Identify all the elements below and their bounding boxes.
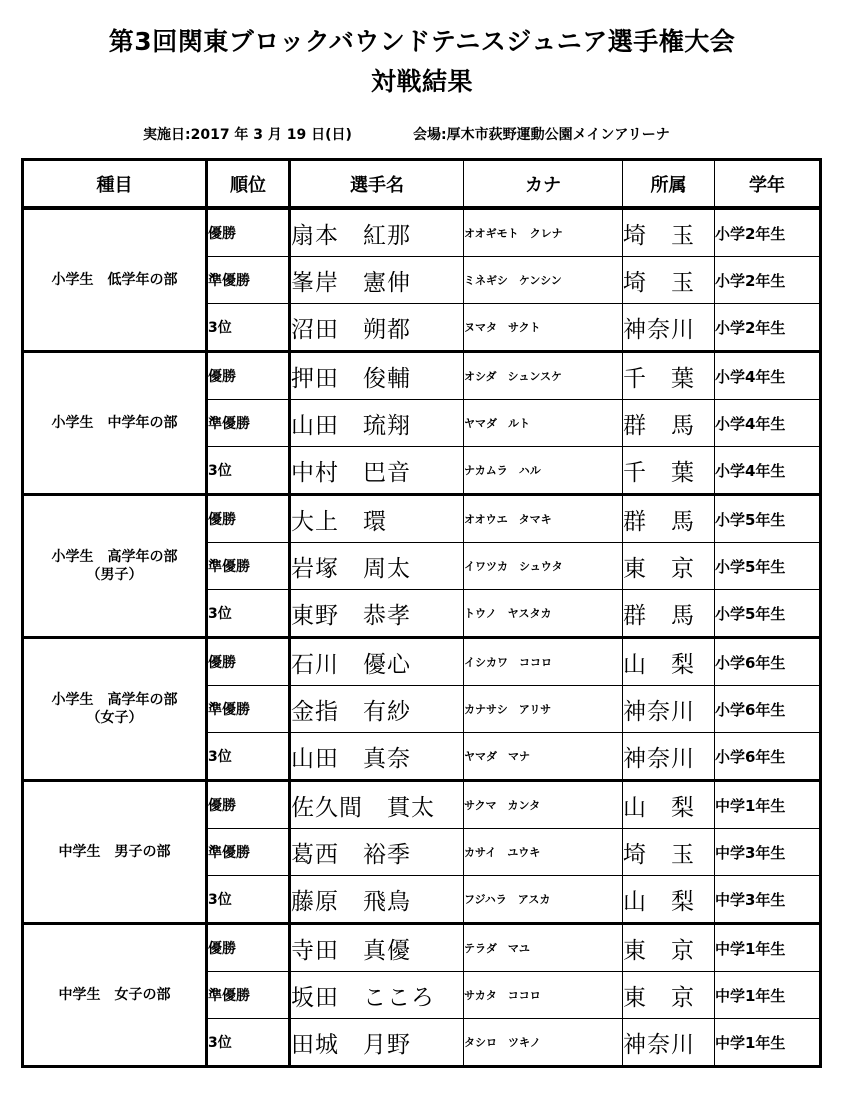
column-header-kana: カナ bbox=[464, 160, 623, 209]
affiliation-cell: 千 葉 bbox=[623, 447, 715, 495]
player-name-cell: 坂田 こころ bbox=[290, 972, 464, 1019]
player-name-cell: 東野 恭孝 bbox=[290, 590, 464, 638]
grade-cell: 小学4年生 bbox=[715, 352, 821, 400]
affiliation-cell: 東 京 bbox=[623, 924, 715, 972]
affiliation-cell: 東 京 bbox=[623, 543, 715, 590]
affiliation-cell: 埼 玉 bbox=[623, 829, 715, 876]
player-kana-cell: ヤマダ マナ bbox=[464, 733, 623, 781]
rank-cell: 3位 bbox=[207, 590, 290, 638]
grade-cell: 小学5年生 bbox=[715, 495, 821, 543]
player-name-cell: 大上 環 bbox=[290, 495, 464, 543]
player-kana-cell: サカタ ココロ bbox=[464, 972, 623, 1019]
affiliation-cell: 群 馬 bbox=[623, 590, 715, 638]
table-row bbox=[23, 924, 821, 972]
player-name-cell: 山田 琉翔 bbox=[290, 400, 464, 447]
grade-cell: 中学1年生 bbox=[715, 924, 821, 972]
player-name-cell: 田城 月野 bbox=[290, 1019, 464, 1067]
rank-cell: 3位 bbox=[207, 447, 290, 495]
category-cell bbox=[23, 352, 207, 495]
player-kana-cell: テラダ マユ bbox=[464, 924, 623, 972]
rank-cell: 優勝 bbox=[207, 208, 290, 257]
rank-cell: 3位 bbox=[207, 733, 290, 781]
document-subtitle: 対戦結果 bbox=[370, 67, 473, 96]
category-cell bbox=[23, 208, 207, 352]
category-label: （女子） bbox=[86, 710, 143, 726]
grade-cell: 中学3年生 bbox=[715, 829, 821, 876]
rank-cell: 準優勝 bbox=[207, 686, 290, 733]
affiliation-cell: 群 馬 bbox=[623, 495, 715, 543]
player-name-cell: 寺田 真優 bbox=[290, 924, 464, 972]
grade-cell: 小学2年生 bbox=[715, 257, 821, 304]
table-header-row bbox=[23, 160, 821, 209]
column-header-category: 種目 bbox=[23, 160, 207, 209]
category-label: 小学生 低学年の部 bbox=[51, 272, 178, 288]
player-kana-cell: ヌマタ サクト bbox=[464, 304, 623, 352]
category-cell bbox=[23, 781, 207, 924]
affiliation-cell: 神奈川 bbox=[623, 686, 715, 733]
column-header-rank: 順位 bbox=[207, 160, 290, 209]
affiliation-cell: 群 馬 bbox=[623, 400, 715, 447]
category-label: 小学生 高学年の部 bbox=[51, 549, 178, 565]
grade-cell: 小学6年生 bbox=[715, 733, 821, 781]
player-name-cell: 扇本 紅那 bbox=[290, 208, 464, 257]
rank-cell: 3位 bbox=[207, 876, 290, 924]
category-cell bbox=[23, 924, 207, 1067]
grade-cell: 小学6年生 bbox=[715, 686, 821, 733]
affiliation-cell: 山 梨 bbox=[623, 876, 715, 924]
column-header-affiliation: 所属 bbox=[623, 160, 715, 209]
grade-cell: 小学2年生 bbox=[715, 208, 821, 257]
affiliation-cell: 東 京 bbox=[623, 972, 715, 1019]
player-kana-cell: サクマ カンタ bbox=[464, 781, 623, 829]
player-kana-cell: タシロ ツキノ bbox=[464, 1019, 623, 1067]
player-kana-cell: イシカワ ココロ bbox=[464, 638, 623, 686]
rank-cell: 優勝 bbox=[207, 781, 290, 829]
player-kana-cell: オオウエ タマキ bbox=[464, 495, 623, 543]
event-date: 実施日:2017 年 3 月 19 日(日) bbox=[143, 127, 352, 143]
category-label: 小学生 中学年の部 bbox=[51, 415, 178, 431]
player-name-cell: 金指 有紗 bbox=[290, 686, 464, 733]
rank-cell: 準優勝 bbox=[207, 972, 290, 1019]
category-label: 中学生 女子の部 bbox=[58, 987, 171, 1003]
table-row bbox=[23, 208, 821, 257]
grade-cell: 中学1年生 bbox=[715, 972, 821, 1019]
rank-cell: 優勝 bbox=[207, 495, 290, 543]
category-cell bbox=[23, 638, 207, 781]
player-kana-cell: カナサシ アリサ bbox=[464, 686, 623, 733]
category-label: （男子） bbox=[86, 567, 143, 583]
affiliation-cell: 千 葉 bbox=[623, 352, 715, 400]
column-header-grade: 学年 bbox=[715, 160, 821, 209]
category-cell bbox=[23, 495, 207, 638]
player-name-cell: 佐久間 貫太 bbox=[290, 781, 464, 829]
rank-cell: 優勝 bbox=[207, 638, 290, 686]
player-name-cell: 岩塚 周太 bbox=[290, 543, 464, 590]
rank-cell: 準優勝 bbox=[207, 829, 290, 876]
player-name-cell: 中村 巴音 bbox=[290, 447, 464, 495]
grade-cell: 中学3年生 bbox=[715, 876, 821, 924]
player-kana-cell: オシダ シュンスケ bbox=[464, 352, 623, 400]
player-name-cell: 峯岸 憲伸 bbox=[290, 257, 464, 304]
affiliation-cell: 埼 玉 bbox=[623, 257, 715, 304]
player-name-cell: 押田 俊輔 bbox=[290, 352, 464, 400]
affiliation-cell: 神奈川 bbox=[623, 1019, 715, 1067]
affiliation-cell: 神奈川 bbox=[623, 304, 715, 352]
player-kana-cell: オオギモト クレナ bbox=[464, 208, 623, 257]
player-kana-cell: ミネギシ ケンシン bbox=[464, 257, 623, 304]
rank-cell: 準優勝 bbox=[207, 543, 290, 590]
rank-cell: 準優勝 bbox=[207, 257, 290, 304]
rank-cell: 優勝 bbox=[207, 924, 290, 972]
affiliation-cell: 神奈川 bbox=[623, 733, 715, 781]
document-title: 第3回関東ブロックバウンドテニスジュニア選手権大会 bbox=[108, 27, 736, 56]
player-kana-cell: ヤマダ ルト bbox=[464, 400, 623, 447]
player-name-cell: 山田 真奈 bbox=[290, 733, 464, 781]
player-kana-cell: ナカムラ ハル bbox=[464, 447, 623, 495]
grade-cell: 小学4年生 bbox=[715, 400, 821, 447]
table-row bbox=[23, 781, 821, 829]
player-kana-cell: カサイ ユウキ bbox=[464, 829, 623, 876]
grade-cell: 中学1年生 bbox=[715, 781, 821, 829]
table-row bbox=[23, 495, 821, 543]
player-name-cell: 葛西 裕季 bbox=[290, 829, 464, 876]
category-label: 小学生 高学年の部 bbox=[51, 692, 178, 708]
results-body bbox=[23, 208, 821, 1067]
grade-cell: 中学1年生 bbox=[715, 1019, 821, 1067]
player-kana-cell: イワツカ シュウタ bbox=[464, 543, 623, 590]
event-venue: 会場:厚木市荻野運動公園メインアリーナ bbox=[413, 127, 670, 143]
results-table bbox=[21, 158, 822, 1068]
table-row bbox=[23, 638, 821, 686]
rank-cell: 優勝 bbox=[207, 352, 290, 400]
player-name-cell: 沼田 朔都 bbox=[290, 304, 464, 352]
column-header-name: 選手名 bbox=[290, 160, 464, 209]
grade-cell: 小学4年生 bbox=[715, 447, 821, 495]
rank-cell: 3位 bbox=[207, 1019, 290, 1067]
rank-cell: 準優勝 bbox=[207, 400, 290, 447]
player-name-cell: 藤原 飛鳥 bbox=[290, 876, 464, 924]
rank-cell: 3位 bbox=[207, 304, 290, 352]
affiliation-cell: 山 梨 bbox=[623, 638, 715, 686]
grade-cell: 小学2年生 bbox=[715, 304, 821, 352]
affiliation-cell: 山 梨 bbox=[623, 781, 715, 829]
grade-cell: 小学6年生 bbox=[715, 638, 821, 686]
player-kana-cell: フジハラ アスカ bbox=[464, 876, 623, 924]
affiliation-cell: 埼 玉 bbox=[623, 208, 715, 257]
grade-cell: 小学5年生 bbox=[715, 590, 821, 638]
grade-cell: 小学5年生 bbox=[715, 543, 821, 590]
table-row bbox=[23, 352, 821, 400]
player-name-cell: 石川 優心 bbox=[290, 638, 464, 686]
player-kana-cell: トウノ ヤスタカ bbox=[464, 590, 623, 638]
category-label: 中学生 男子の部 bbox=[58, 844, 171, 860]
